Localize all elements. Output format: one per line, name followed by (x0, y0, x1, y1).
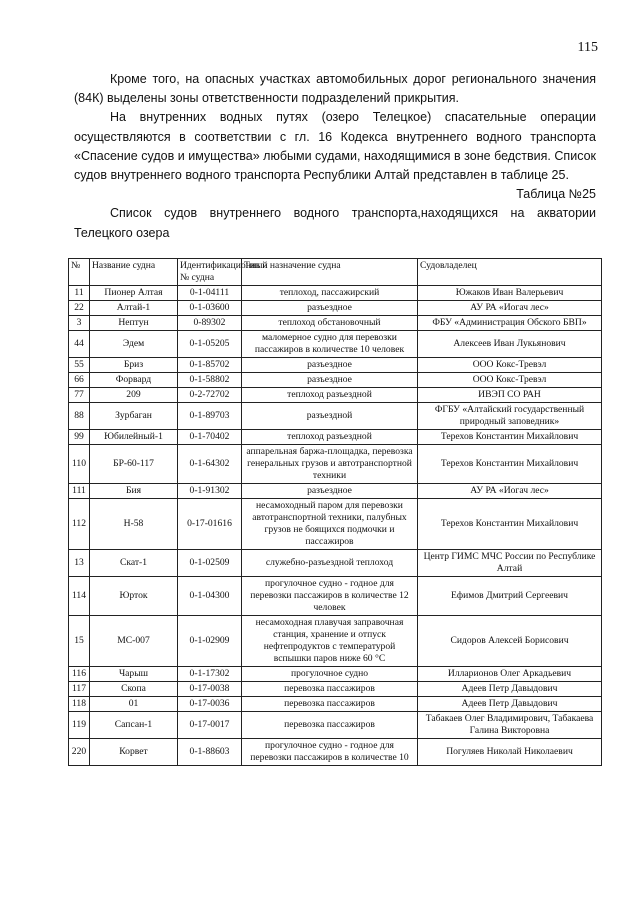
cell-ship-id: 0-17-01616 (178, 499, 242, 550)
cell-num: 99 (69, 430, 90, 445)
table-row (69, 577, 602, 616)
cell-ship-owner: Погуляев Николай Николаевич (418, 739, 602, 766)
cell-ship-owner: Адеев Петр Давыдович (418, 697, 602, 712)
paragraph-inland-waterways: На внутренних водных путях (озеро Телецкое) спасательные операции осуществляются в соответствии с гл. 16 Кодекса внутреннего водного транспорта «Спасение судов и имущества» любыми судами, находящимися в зоне бедствия. Список судов внутреннего водного транспорта Республики Алтай представлен в таблице 25. (74, 110, 596, 183)
cell-ship-owner: Терехов Константин Михайлович (418, 499, 602, 550)
header-owner: Судовладелец (418, 259, 602, 286)
header-num: № (69, 259, 90, 286)
cell-ship-type: разъездное (242, 358, 418, 373)
cell-ship-type: теплоход разъездной (242, 430, 418, 445)
table-row (69, 358, 602, 373)
cell-num: 119 (69, 712, 90, 739)
cell-ship-name: Юбилейный-1 (90, 430, 178, 445)
table-row (69, 445, 602, 484)
table-row (69, 499, 602, 550)
table-row (69, 331, 602, 358)
cell-ship-name: 01 (90, 697, 178, 712)
cell-ship-id: 0-1-70402 (178, 430, 242, 445)
cell-ship-id: 0-17-0017 (178, 712, 242, 739)
table-label: Таблица №25 (516, 187, 596, 202)
page-number: 115 (577, 40, 598, 55)
cell-num: 13 (69, 550, 90, 577)
cell-ship-name: Бия (90, 484, 178, 499)
table-row (69, 739, 602, 766)
table-row (69, 550, 602, 577)
cell-ship-name: БР-60-117 (90, 445, 178, 484)
cell-ship-type: прогулочное судно (242, 667, 418, 682)
cell-ship-type: разъездной (242, 403, 418, 430)
cell-ship-id: 0-17-0036 (178, 697, 242, 712)
table-caption: Список судов внутреннего водного транспорта,находящихся на акватории Телецкого озера (74, 206, 596, 240)
cell-ship-owner: Южаков Иван Валерьевич (418, 286, 602, 301)
table-row (69, 616, 602, 667)
cell-num: 110 (69, 445, 90, 484)
cell-ship-type: перевозка пассажиров (242, 682, 418, 697)
cell-ship-name: 209 (90, 388, 178, 403)
cell-ship-id: 0-1-04300 (178, 577, 242, 616)
cell-ship-id: 0-1-04111 (178, 286, 242, 301)
cell-ship-name: Пионер Алтая (90, 286, 178, 301)
cell-ship-id: 0-2-72702 (178, 388, 242, 403)
header-id: Идентификационный № судна (178, 259, 242, 286)
table-row (69, 667, 602, 682)
cell-ship-id: 0-1-89703 (178, 403, 242, 430)
cell-ship-name: Эдем (90, 331, 178, 358)
cell-ship-owner: АУ РА «Иогач лес» (418, 301, 602, 316)
document-body (74, 70, 596, 243)
cell-ship-owner: Табакаев Олег Владимирович, Табакаева Галина Викторовна (418, 712, 602, 739)
cell-ship-type: прогулочное судно - годное для перевозки пассажиров в количестве 12 человек (242, 577, 418, 616)
cell-ship-name: Сапсан-1 (90, 712, 178, 739)
cell-ship-type: маломерное судно для перевозки пассажиров в количестве 10 человек (242, 331, 418, 358)
cell-num: 15 (69, 616, 90, 667)
cell-ship-id: 0-1-85702 (178, 358, 242, 373)
cell-ship-id: 0-17-0038 (178, 682, 242, 697)
cell-ship-name: Скат-1 (90, 550, 178, 577)
cell-ship-type: несамоходный паром для перевозки автотранспортной техники, палубных грузов не боящихся подмочки и пассажиров (242, 499, 418, 550)
cell-ship-type: прогулочное судно - годное для перевозки пассажиров в количестве 10 (242, 739, 418, 766)
cell-ship-id: 0-1-03600 (178, 301, 242, 316)
cell-num: 112 (69, 499, 90, 550)
header-type: Тип и назначение судна (242, 259, 418, 286)
cell-ship-type: теплоход разъездной (242, 388, 418, 403)
cell-ship-owner: ООО Кокс-Тревэл (418, 373, 602, 388)
cell-ship-name: Форвард (90, 373, 178, 388)
cell-ship-id: 0-1-64302 (178, 445, 242, 484)
cell-ship-id: 0-1-58802 (178, 373, 242, 388)
cell-ship-id: 0-1-02509 (178, 550, 242, 577)
cell-num: 3 (69, 316, 90, 331)
cell-num: 44 (69, 331, 90, 358)
cell-ship-type: несамоходная плавучая заправочная станция, хранение и отпуск нефтепродуктов с температурой вспышки паров ниже 60 °С (242, 616, 418, 667)
cell-num: 88 (69, 403, 90, 430)
cell-ship-type: перевозка пассажиров (242, 697, 418, 712)
cell-num: 220 (69, 739, 90, 766)
cell-ship-name: Бриз (90, 358, 178, 373)
cell-ship-id: 0-1-88603 (178, 739, 242, 766)
cell-num: 114 (69, 577, 90, 616)
table-row (69, 712, 602, 739)
cell-num: 116 (69, 667, 90, 682)
cell-num: 55 (69, 358, 90, 373)
cell-num: 66 (69, 373, 90, 388)
cell-ship-id: 0-1-05205 (178, 331, 242, 358)
cell-ship-type: аппарельная баржа-площадка, перевозка генеральных грузов и автотранспортной техники (242, 445, 418, 484)
cell-num: 22 (69, 301, 90, 316)
cell-ship-name: Корвет (90, 739, 178, 766)
cell-ship-id: 0-1-91302 (178, 484, 242, 499)
table-row (69, 286, 602, 301)
table-row (69, 316, 602, 331)
table-row (69, 301, 602, 316)
table-header-row (69, 259, 602, 286)
cell-ship-owner: Сидоров Алексей Борисович (418, 616, 602, 667)
table-row (69, 388, 602, 403)
ships-table-body (69, 286, 602, 766)
cell-ship-type: перевозка пассажиров (242, 712, 418, 739)
header-name: Название судна (90, 259, 178, 286)
cell-ship-owner: ООО Кокс-Тревэл (418, 358, 602, 373)
cell-ship-name: МС-007 (90, 616, 178, 667)
cell-ship-id: 0-1-17302 (178, 667, 242, 682)
cell-ship-name: Алтай-1 (90, 301, 178, 316)
cell-ship-name: Чарыш (90, 667, 178, 682)
table-row (69, 484, 602, 499)
cell-num: 77 (69, 388, 90, 403)
cell-ship-owner: Терехов Константин Михайлович (418, 430, 602, 445)
cell-ship-id: 0-1-02909 (178, 616, 242, 667)
cell-ship-name: Зурбаган (90, 403, 178, 430)
cell-num: 11 (69, 286, 90, 301)
cell-ship-id: 0-89302 (178, 316, 242, 331)
table-row (69, 697, 602, 712)
cell-ship-name: Юрток (90, 577, 178, 616)
cell-ship-type: разъездное (242, 373, 418, 388)
table-row (69, 403, 602, 430)
cell-ship-type: разъездное (242, 301, 418, 316)
paragraph-regional-roads: Кроме того, на опасных участках автомобильных дорог регионального значения (84К) выделены зоны ответственности подразделений прикрытия. (74, 72, 596, 106)
ships-table (68, 258, 602, 766)
cell-ship-owner: ИВЭП СО РАН (418, 388, 602, 403)
cell-num: 117 (69, 682, 90, 697)
cell-ship-type: теплоход обстановочный (242, 316, 418, 331)
cell-ship-owner: АУ РА «Иогач лес» (418, 484, 602, 499)
cell-ship-owner: ФБУ «Администрация Обского БВП» (418, 316, 602, 331)
cell-ship-owner: ФГБУ «Алтайский государственный природный заповедник» (418, 403, 602, 430)
cell-ship-name: Н-58 (90, 499, 178, 550)
cell-num: 118 (69, 697, 90, 712)
table-row (69, 682, 602, 697)
cell-ship-owner: Терехов Константин Михайлович (418, 445, 602, 484)
table-row (69, 373, 602, 388)
cell-ship-owner: Ефимов Дмитрий Сергеевич (418, 577, 602, 616)
cell-ship-owner: Алексеев Иван Лукьянович (418, 331, 602, 358)
cell-ship-type: служебно-разъездной теплоход (242, 550, 418, 577)
cell-ship-type: теплоход, пассажирский (242, 286, 418, 301)
cell-ship-name: Нептун (90, 316, 178, 331)
cell-ship-name: Скопа (90, 682, 178, 697)
cell-ship-owner: Илларионов Олег Аркадьевич (418, 667, 602, 682)
cell-ship-owner: Адеев Петр Давыдович (418, 682, 602, 697)
cell-num: 111 (69, 484, 90, 499)
cell-ship-owner: Центр ГИМС МЧС России по Республике Алтай (418, 550, 602, 577)
cell-ship-type: разъездное (242, 484, 418, 499)
table-row (69, 430, 602, 445)
